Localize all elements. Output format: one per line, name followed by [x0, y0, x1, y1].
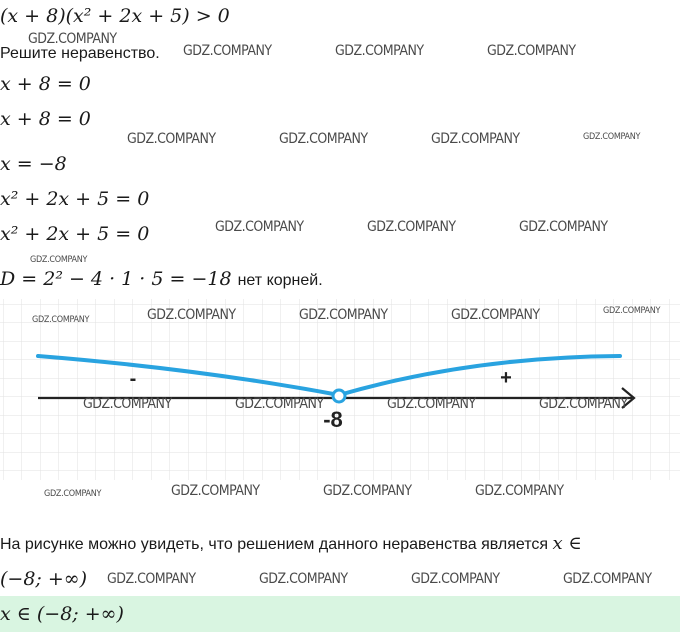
watermark: GDZ.COMPANY — [299, 307, 388, 323]
inequality: (x + 8)(x² + 2x + 5) > 0 — [0, 5, 230, 27]
conclusion-math: x ∈ — [552, 533, 582, 554]
discriminant-formula: D = 2² − 4 · 1 · 5 = −18 — [0, 268, 232, 290]
answer-text: x ∈ (−8; +∞) — [0, 603, 124, 625]
factor1-equation: x + 8 = 0 — [0, 73, 91, 95]
instruction-text: Решите неравенство. — [0, 45, 160, 62]
watermark: GDZ.COMPANY — [259, 571, 348, 587]
watermark: GDZ.COMPANY — [171, 483, 260, 499]
no-roots-text: нет корней. — [237, 272, 323, 289]
watermark: GDZ.COMPANY — [583, 132, 641, 142]
watermark: GDZ.COMPANY — [44, 489, 102, 499]
watermark: GDZ.COMPANY — [475, 483, 564, 499]
discriminant — [0, 268, 323, 292]
watermark: GDZ.COMPANY — [487, 43, 576, 59]
watermark: GDZ.COMPANY — [235, 396, 324, 412]
watermark: GDZ.COMPANY — [519, 219, 608, 235]
watermark: GDZ.COMPANY — [183, 43, 272, 59]
watermark: GDZ.COMPANY — [83, 396, 172, 412]
watermark: GDZ.COMPANY — [215, 219, 304, 235]
watermark: GDZ.COMPANY — [279, 131, 368, 147]
conclusion-interval: (−8; +∞) — [0, 568, 88, 590]
watermark: GDZ.COMPANY — [147, 307, 236, 323]
sign-graph — [0, 299, 680, 480]
conclusion-sentence: На рисунке можно увидеть, что решением данного неравенства является — [0, 536, 549, 553]
watermark: GDZ.COMPANY — [431, 131, 520, 147]
watermark: GDZ.COMPANY — [451, 307, 540, 323]
factor1-equation-repeat: x + 8 = 0 — [0, 108, 91, 130]
conclusion-text — [0, 534, 582, 555]
watermark: GDZ.COMPANY — [323, 483, 412, 499]
factor2-equation-repeat: x² + 2x + 5 = 0 — [0, 223, 150, 245]
watermark: GDZ.COMPANY — [30, 255, 88, 265]
minus-sign: - — [129, 368, 137, 390]
factor1-root: x = −8 — [0, 153, 67, 175]
plus-sign: + — [500, 367, 512, 389]
factor2-equation: x² + 2x + 5 = 0 — [0, 188, 150, 210]
watermark: GDZ.COMPANY — [603, 306, 661, 316]
watermark: GDZ.COMPANY — [387, 396, 476, 412]
watermark: GDZ.COMPANY — [107, 571, 196, 587]
watermark: GDZ.COMPANY — [335, 43, 424, 59]
watermark: GDZ.COMPANY — [563, 571, 652, 587]
watermark: GDZ.COMPANY — [411, 571, 500, 587]
watermark: GDZ.COMPANY — [28, 31, 117, 47]
watermark: GDZ.COMPANY — [127, 131, 216, 147]
watermark: GDZ.COMPANY — [32, 315, 90, 325]
watermark: GDZ.COMPANY — [367, 219, 456, 235]
watermark: GDZ.COMPANY — [539, 396, 628, 412]
root-point — [333, 390, 345, 402]
point-label: -8 — [323, 407, 343, 432]
